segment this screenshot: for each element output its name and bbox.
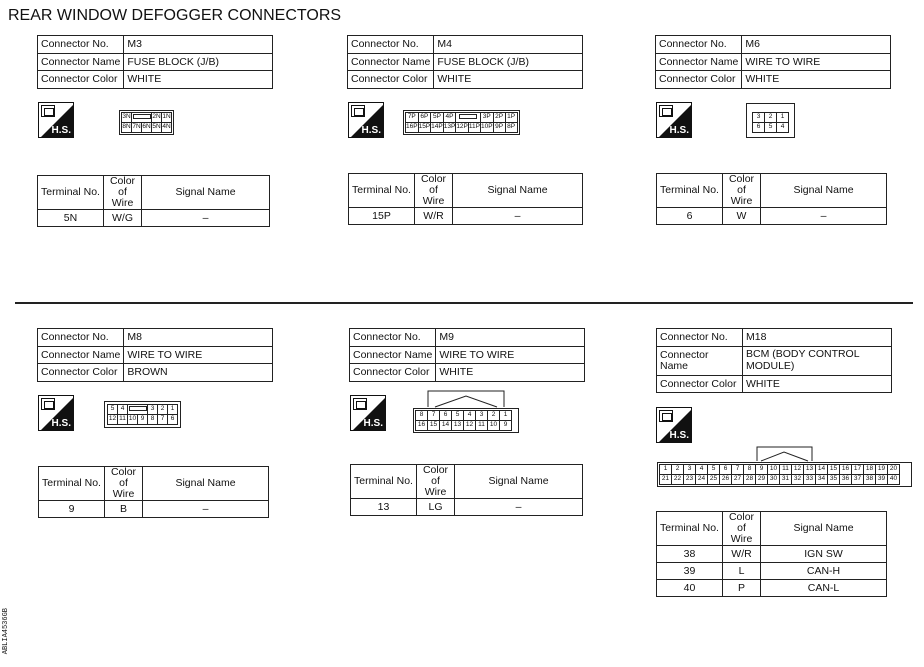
lock-slot [128, 405, 148, 415]
signal-name-header: Signal Name [453, 174, 583, 208]
pin: 4N [162, 123, 172, 133]
connector-m4-info [347, 35, 583, 89]
pin: 36 [840, 475, 852, 485]
pin: 10 [128, 415, 138, 425]
connector-color-label: Connector Color [350, 364, 436, 382]
terminal-no-cell: 6 [657, 208, 723, 225]
pin: 2 [158, 405, 168, 415]
connector-no-value: M6 [742, 36, 891, 54]
signal-name-header: Signal Name [143, 467, 269, 501]
connector-no-value: M3 [124, 36, 273, 54]
terminal-no-cell: 40 [657, 580, 723, 597]
pin: 1 [500, 411, 512, 421]
pin: 11P [468, 123, 480, 133]
hs-icon [656, 102, 692, 138]
pin: 16P [406, 123, 419, 133]
connector-m8-diagram [104, 401, 181, 428]
pin: 5 [708, 465, 720, 475]
terminal-no-header: Terminal No. [657, 512, 723, 546]
pin: 1 [168, 405, 178, 415]
connector-m9-diagram [413, 390, 519, 433]
terminal-table-m9 [350, 464, 583, 516]
pin: 4 [118, 405, 128, 415]
pin: 12P [456, 123, 469, 133]
figure-code: ABLIA4536GB [2, 608, 10, 655]
connector-color-value: WHITE [743, 375, 892, 393]
connector-name-value: FUSE BLOCK (J/B) [124, 53, 273, 71]
pin: 7 [158, 415, 168, 425]
pin: 15 [828, 465, 840, 475]
pin: 3P [480, 113, 493, 123]
pin: 3 [684, 465, 696, 475]
wire-color-cell: W/R [415, 208, 453, 225]
pin: 8 [148, 415, 158, 425]
pin: 7 [732, 465, 744, 475]
pin: 1P [505, 113, 517, 123]
connector-name-value: WIRE TO WIRE [124, 346, 273, 364]
signal-name-cell: CAN-L [761, 580, 887, 597]
connector-name-value: FUSE BLOCK (J/B) [434, 53, 583, 71]
connector-no-label: Connector No. [348, 36, 434, 54]
color-of-wire-header: Color of Wire [105, 467, 143, 501]
signal-name-cell: – [143, 501, 269, 518]
connector-no-value: M18 [743, 329, 892, 347]
pin: 18 [864, 465, 876, 475]
table-row [657, 580, 887, 597]
pin: 29 [756, 475, 768, 485]
terminal-table-m4 [348, 173, 583, 225]
terminal-no-header: Terminal No. [39, 467, 105, 501]
connector-color-label: Connector Color [38, 71, 124, 89]
pin: 32 [792, 475, 804, 485]
pin: 22 [672, 475, 684, 485]
pin: 16 [840, 465, 852, 475]
pin: 5N [152, 123, 162, 133]
connector-tab-shape [413, 390, 519, 408]
connector-m9-info [349, 328, 585, 382]
table-row [657, 208, 887, 225]
pin: 4 [777, 123, 789, 133]
pin: 8 [744, 465, 756, 475]
pin: 15P [418, 123, 431, 133]
pin: 5P [431, 113, 444, 123]
page-title: REAR WINDOW DEFOGGER CONNECTORS [8, 7, 342, 24]
connector-no-label: Connector No. [38, 329, 124, 347]
connector-no-label: Connector No. [38, 36, 124, 54]
connector-name-value: BCM (BODY CONTROL MODULE) [743, 346, 892, 375]
pin: 2 [488, 411, 500, 421]
hs-label: H.S. [669, 430, 689, 441]
pin: 4P [443, 113, 456, 123]
terminal-table-m3 [37, 175, 270, 227]
pin: 3N [122, 113, 132, 123]
pin: 13 [452, 421, 464, 431]
connector-no-label: Connector No. [656, 36, 742, 54]
pin: 3 [476, 411, 488, 421]
pin: 21 [660, 475, 672, 485]
pin: 3 [148, 405, 158, 415]
hs-label: H.S. [669, 125, 689, 136]
pin: 6 [440, 411, 452, 421]
connector-m6-info [655, 35, 891, 89]
section-divider [15, 302, 913, 304]
pin: 25 [708, 475, 720, 485]
pin: 5 [108, 405, 118, 415]
wire-color-cell: P [723, 580, 761, 597]
hs-icon [348, 102, 384, 138]
pin: 8P [505, 123, 517, 133]
pin: 6 [168, 415, 178, 425]
connector-m8-info [37, 328, 273, 382]
pin: 8N [122, 123, 132, 133]
pin: 2P [493, 113, 505, 123]
hs-icon [656, 407, 692, 443]
connector-color-value: WHITE [124, 71, 273, 89]
pin: 15 [428, 421, 440, 431]
connector-color-label: Connector Color [656, 71, 742, 89]
connector-no-label: Connector No. [657, 329, 743, 347]
connector-m18-info [656, 328, 892, 393]
pin: 1N [162, 113, 172, 123]
pin: 9 [756, 465, 768, 475]
signal-name-cell: – [453, 208, 583, 225]
pin: 5 [765, 123, 777, 133]
table-row [39, 501, 269, 518]
pin: 12 [464, 421, 476, 431]
connector-color-label: Connector Color [348, 71, 434, 89]
terminal-no-header: Terminal No. [351, 465, 417, 499]
signal-name-header: Signal Name [761, 512, 887, 546]
signal-name-header: Signal Name [761, 174, 887, 208]
pin: 6 [753, 123, 765, 133]
pin: 16 [416, 421, 428, 431]
pin: 6P [418, 113, 431, 123]
lock-slot [456, 113, 481, 123]
hs-label: H.S. [361, 125, 381, 136]
lock-slot [132, 113, 152, 123]
wire-color-cell: LG [417, 499, 455, 516]
table-row [38, 210, 270, 227]
connector-name-label: Connector Name [38, 53, 124, 71]
terminal-table-m8 [38, 466, 269, 518]
terminal-no-header: Terminal No. [38, 176, 104, 210]
pin: 12 [108, 415, 118, 425]
signal-name-cell: CAN-H [761, 563, 887, 580]
pin: 27 [732, 475, 744, 485]
table-row [351, 499, 583, 516]
connector-m18-diagram [657, 446, 912, 487]
signal-name-header: Signal Name [142, 176, 270, 210]
connector-color-value: WHITE [436, 364, 585, 382]
pin: 34 [816, 475, 828, 485]
pin: 6N [142, 123, 152, 133]
connector-m3-diagram [119, 110, 174, 135]
color-of-wire-header: Color of Wire [417, 465, 455, 499]
pin: 26 [720, 475, 732, 485]
wire-color-cell: W/G [104, 210, 142, 227]
pin: 14P [431, 123, 444, 133]
pin: 2 [672, 465, 684, 475]
pin: 30 [768, 475, 780, 485]
signal-name-header: Signal Name [455, 465, 583, 499]
connector-name-value: WIRE TO WIRE [742, 53, 891, 71]
connector-name-label: Connector Name [350, 346, 436, 364]
pin: 14 [816, 465, 828, 475]
pin: 8 [416, 411, 428, 421]
color-of-wire-header: Color of Wire [723, 512, 761, 546]
terminal-no-cell: 9 [39, 501, 105, 518]
color-of-wire-header: Color of Wire [415, 174, 453, 208]
color-of-wire-header: Color of Wire [723, 174, 761, 208]
pin: 11 [118, 415, 128, 425]
hs-label: H.S. [51, 125, 71, 136]
connector-color-value: BROWN [124, 364, 273, 382]
connector-color-label: Connector Color [657, 375, 743, 393]
pin: 7P [406, 113, 419, 123]
pin: 40 [888, 475, 900, 485]
signal-name-cell: – [761, 208, 887, 225]
terminal-no-header: Terminal No. [657, 174, 723, 208]
connector-name-label: Connector Name [657, 346, 743, 375]
terminal-no-cell: 38 [657, 546, 723, 563]
connector-no-value: M8 [124, 329, 273, 347]
pin: 37 [852, 475, 864, 485]
pin: 9 [500, 421, 512, 431]
terminal-no-header: Terminal No. [349, 174, 415, 208]
pin: 35 [828, 475, 840, 485]
pin: 11 [476, 421, 488, 431]
connector-no-value: M9 [436, 329, 585, 347]
connector-m6-diagram [746, 103, 795, 138]
pin: 3 [753, 113, 765, 123]
pin: 39 [876, 475, 888, 485]
pin: 10 [488, 421, 500, 431]
connector-color-value: WHITE [742, 71, 891, 89]
wire-color-cell: B [105, 501, 143, 518]
terminal-no-cell: 15P [349, 208, 415, 225]
hs-icon [38, 395, 74, 431]
terminal-table-m18 [656, 511, 887, 597]
color-of-wire-header: Color of Wire [104, 176, 142, 210]
connector-m3-info [37, 35, 273, 89]
hs-icon [38, 102, 74, 138]
connector-m4-diagram [403, 110, 520, 135]
pin: 5 [452, 411, 464, 421]
connector-name-value: WIRE TO WIRE [436, 346, 585, 364]
signal-name-cell: – [455, 499, 583, 516]
connector-no-value: M4 [434, 36, 583, 54]
wire-color-cell: W/R [723, 546, 761, 563]
connector-name-label: Connector Name [656, 53, 742, 71]
pin: 23 [684, 475, 696, 485]
signal-name-cell: IGN SW [761, 546, 887, 563]
pin: 12 [792, 465, 804, 475]
hs-icon [350, 395, 386, 431]
pin: 13 [804, 465, 816, 475]
connector-color-label: Connector Color [38, 364, 124, 382]
pin: 4 [464, 411, 476, 421]
pin: 20 [888, 465, 900, 475]
connector-name-label: Connector Name [348, 53, 434, 71]
pin: 7 [428, 411, 440, 421]
pin: 31 [780, 475, 792, 485]
table-row [657, 546, 887, 563]
pin: 4 [696, 465, 708, 475]
pin: 6 [720, 465, 732, 475]
pin: 1 [777, 113, 789, 123]
pin: 11 [780, 465, 792, 475]
pin: 14 [440, 421, 452, 431]
connector-tab-shape [657, 446, 912, 462]
pin: 38 [864, 475, 876, 485]
table-row [349, 208, 583, 225]
connector-no-label: Connector No. [350, 329, 436, 347]
signal-name-cell: – [142, 210, 270, 227]
pin: 2 [765, 113, 777, 123]
pin: 2N [152, 113, 162, 123]
pin: 33 [804, 475, 816, 485]
terminal-table-m6 [656, 173, 887, 225]
terminal-no-cell: 5N [38, 210, 104, 227]
wire-color-cell: W [723, 208, 761, 225]
hs-label: H.S. [363, 418, 383, 429]
pin: 9P [493, 123, 505, 133]
pin: 10P [480, 123, 493, 133]
pin: 28 [744, 475, 756, 485]
pin: 9 [138, 415, 148, 425]
terminal-no-cell: 39 [657, 563, 723, 580]
connector-color-value: WHITE [434, 71, 583, 89]
pin: 7N [132, 123, 142, 133]
pin: 1 [660, 465, 672, 475]
pin: 17 [852, 465, 864, 475]
terminal-no-cell: 13 [351, 499, 417, 516]
pin: 19 [876, 465, 888, 475]
pin: 10 [768, 465, 780, 475]
table-row [657, 563, 887, 580]
wire-color-cell: L [723, 563, 761, 580]
pin: 13P [443, 123, 456, 133]
hs-label: H.S. [51, 418, 71, 429]
pin: 24 [696, 475, 708, 485]
connector-name-label: Connector Name [38, 346, 124, 364]
